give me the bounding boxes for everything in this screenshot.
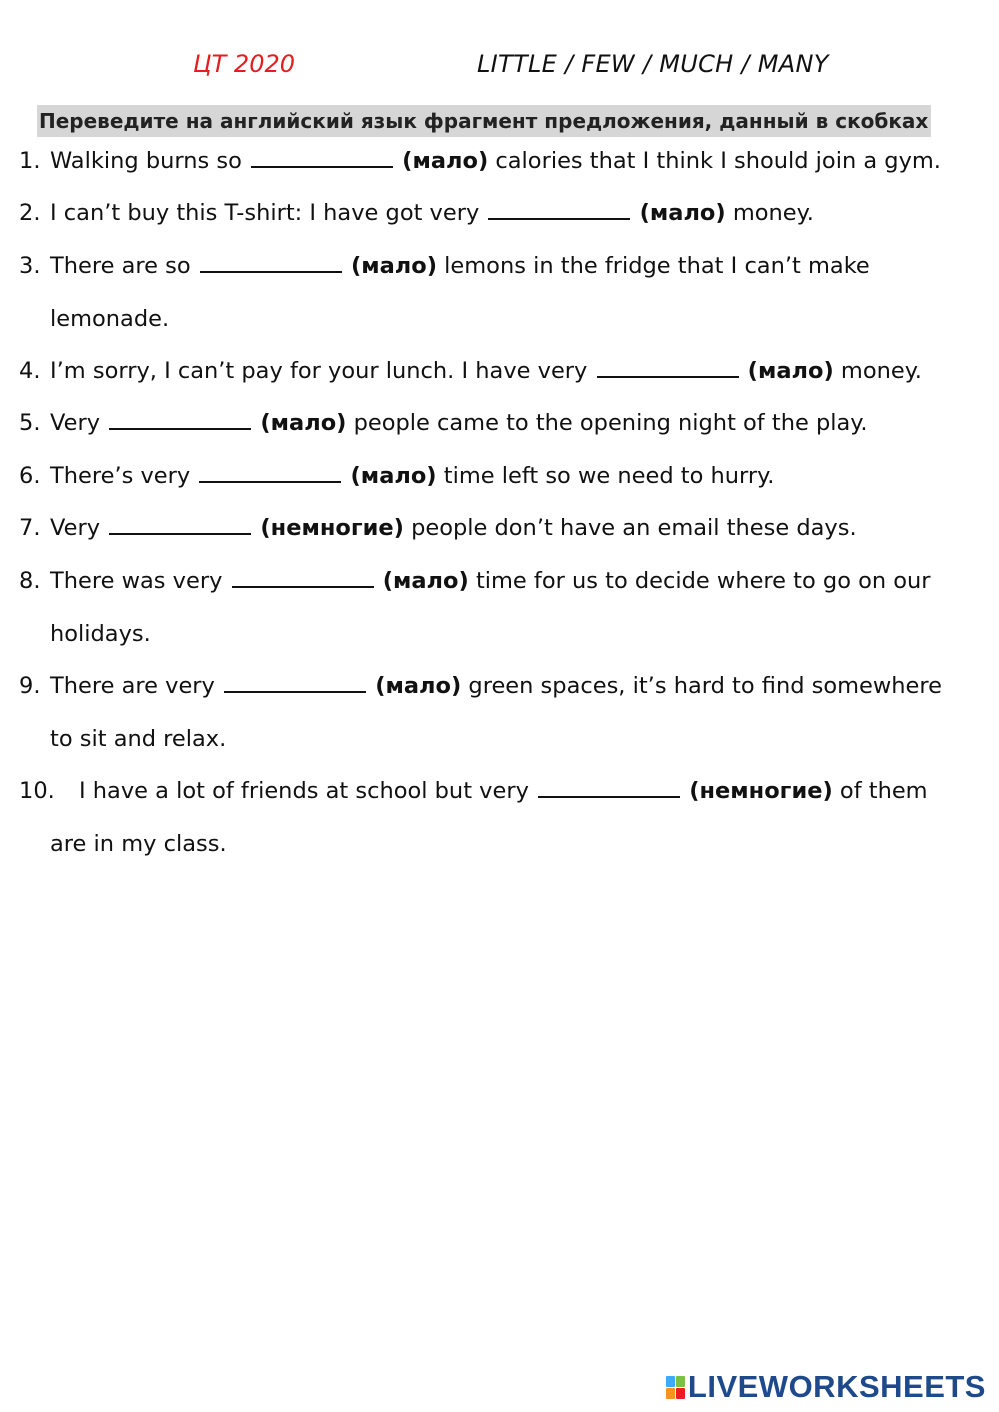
- question-text-after: green spaces, it’s hard to find somewhere: [468, 673, 942, 699]
- answer-blank[interactable]: [199, 461, 341, 483]
- question-6: [19, 450, 977, 503]
- liveworksheets-logo-icon: [666, 1376, 685, 1399]
- logo-square-v: [666, 1388, 675, 1399]
- translation-hint: (немногие): [689, 778, 833, 804]
- question-5: [19, 397, 977, 450]
- question-text-after: people came to the opening night of the play.: [353, 410, 868, 436]
- logo-text: LIVEWORKSHEETS: [687, 1369, 986, 1404]
- question-number: 9.: [19, 673, 41, 699]
- logo-square-l: [666, 1376, 675, 1387]
- question-text-after: money.: [732, 200, 814, 226]
- question-text-after: money.: [840, 358, 922, 384]
- question-text-before: There are so: [50, 253, 191, 279]
- question-text-before: There’s very: [50, 463, 191, 489]
- question-text-before: Walking burns so: [50, 148, 242, 174]
- question-text-after: time for us to decide where to go on our: [475, 568, 931, 594]
- question-number: 5.: [19, 410, 41, 436]
- question-text-before: I’m sorry, I can’t pay for your lunch. I have very: [50, 358, 588, 384]
- question-number: 8.: [19, 568, 41, 594]
- translation-hint: (мало): [402, 148, 489, 174]
- question-continuation: lemonade.: [50, 305, 170, 332]
- question-1: [19, 135, 977, 188]
- question-4: [19, 345, 977, 398]
- answer-blank[interactable]: [109, 408, 251, 430]
- question-number: 2.: [19, 200, 41, 226]
- question-text-after: of them: [839, 778, 928, 804]
- answer-blank[interactable]: [597, 356, 739, 378]
- question-text-after: calories that I think I should join a gym.: [495, 148, 941, 174]
- question-2: [19, 187, 977, 240]
- question-text-before: Very: [50, 515, 101, 541]
- question-number: 4.: [19, 358, 41, 384]
- question-number: 6.: [19, 463, 41, 489]
- answer-blank[interactable]: [488, 198, 630, 220]
- question-text-after: people don’t have an email these days.: [411, 515, 857, 541]
- question-text-before: There was very: [50, 568, 223, 594]
- question-number: 3.: [19, 253, 41, 279]
- question-number: 7.: [19, 515, 41, 541]
- answer-blank[interactable]: [538, 776, 680, 798]
- question-text-after: time left so we need to hurry.: [443, 463, 775, 489]
- question-9: [19, 660, 977, 765]
- translation-hint: (мало): [382, 568, 469, 594]
- translation-hint: (мало): [260, 410, 347, 436]
- answer-blank[interactable]: [224, 671, 366, 693]
- logo-square-i: [676, 1376, 685, 1387]
- liveworksheets-logo: [666, 1370, 986, 1404]
- question-3: [19, 240, 977, 345]
- question-7: [19, 502, 977, 555]
- translation-hint: (немногие): [260, 515, 404, 541]
- question-continuation: are in my class.: [50, 830, 227, 857]
- answer-blank[interactable]: [251, 146, 393, 168]
- translation-hint: (мало): [747, 358, 834, 384]
- question-text-before: There are very: [50, 673, 215, 699]
- translation-hint: (мало): [350, 253, 438, 279]
- logo-square-e: [676, 1388, 685, 1399]
- question-text-before: I have a lot of friends at school but very: [79, 778, 529, 804]
- question-text-after: lemons in the fridge that I can’t make: [444, 253, 870, 279]
- answer-blank[interactable]: [232, 566, 374, 588]
- answer-blank[interactable]: [109, 513, 251, 535]
- question-continuation: to sit and relax.: [50, 725, 227, 752]
- answer-blank[interactable]: [200, 251, 342, 273]
- translation-hint: (мало): [639, 200, 726, 226]
- topic-title: LITTLE / FEW / MUCH / MANY: [477, 50, 829, 78]
- question-text-before: I can’t buy this T-shirt: I have got very: [50, 200, 480, 226]
- translation-hint: (мало): [375, 673, 462, 699]
- question-number: 1.: [19, 148, 41, 174]
- question-number: 10.: [19, 778, 55, 804]
- question-8: [19, 555, 977, 660]
- instruction-banner: Переведите на английский язык фрагмент предложения, данный в скобках: [37, 105, 931, 137]
- question-continuation: holidays.: [50, 620, 151, 647]
- question-10: [19, 765, 977, 870]
- translation-hint: (мало): [350, 463, 437, 489]
- question-text-before: Very: [50, 410, 101, 436]
- test-code: ЦТ 2020: [193, 50, 295, 78]
